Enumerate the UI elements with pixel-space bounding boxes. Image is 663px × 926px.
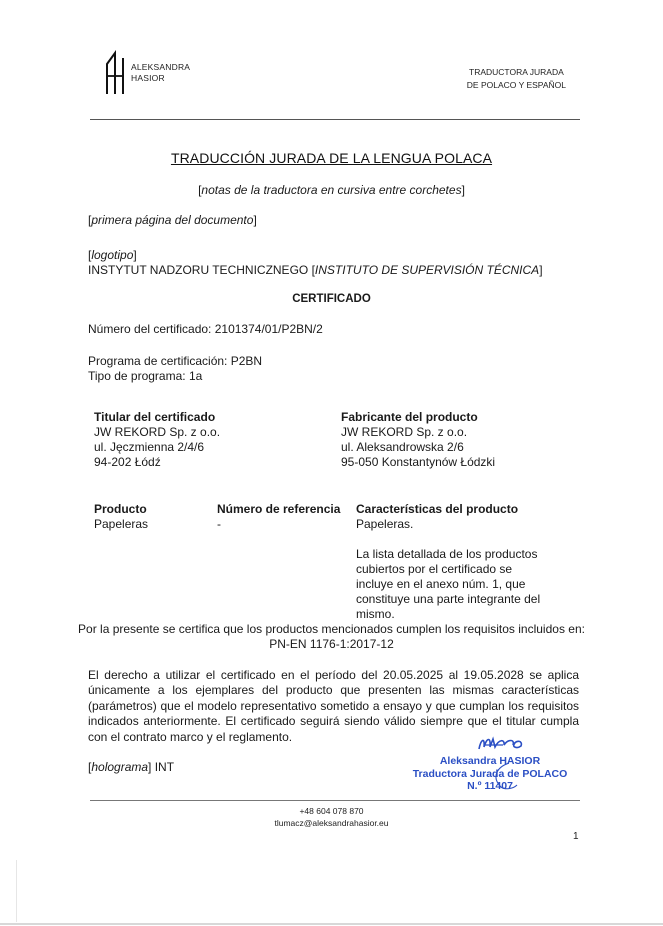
institute-translation: INSTITUTO DE SUPERVISIÓN TÉCNICA <box>314 263 540 277</box>
characteristics-heading: Características del producto <box>356 502 519 516</box>
translator-notes-legend <box>0 183 663 197</box>
document-title: TRADUCCIÓN JURADA DE LA LENGUA POLACA <box>170 150 493 166</box>
product-manufacturer <box>341 410 495 470</box>
translator-credentials-line2: DE POLACO Y ESPAÑOL <box>466 80 566 90</box>
product-characteristics-column <box>356 502 546 622</box>
holder-line: ul. Jęczmienna 2/4/6 <box>94 440 205 454</box>
logotype-note: [logotipo] <box>88 248 137 262</box>
reference-number-heading: Número de referencia <box>217 502 341 516</box>
characteristics-description: La lista detallada de los productos cubiertos por el certificado se incluye en el anexo núm. 1, que constituye una parte integrante del mismo. <box>356 547 541 621</box>
first-page-note: [primera página del documento] <box>88 213 257 227</box>
logo-name-last: HASIOR <box>131 73 165 83</box>
product-column <box>94 502 148 532</box>
footer-contact <box>0 805 663 829</box>
holder-heading: Titular del certificado <box>94 410 216 424</box>
manufacturer-heading: Fabricante del producto <box>341 410 478 424</box>
manufacturer-line: ul. Aleksandrowska 2/6 <box>341 440 464 454</box>
logo-wordmark <box>131 62 190 84</box>
footer-email: tlumacz@aleksandrahasior.eu <box>274 818 389 828</box>
header-divider <box>90 119 580 120</box>
certification-program: Programa de certificación: P2BN <box>88 354 263 368</box>
compliance-standard: PN-EN 1176-1:2017-12 <box>269 637 394 651</box>
institute-name: INSTYTUT NADZORU TECHNICZNEGO <box>88 263 312 277</box>
first-page-note-text: primera página del documento <box>91 213 254 227</box>
page-edge-shadow <box>0 923 663 925</box>
product-heading: Producto <box>94 502 147 516</box>
hologram-suffix: INT <box>151 760 175 774</box>
stamp-translator-title: Traductora Jurada de POLACO <box>412 767 568 780</box>
certificate-number: Número del certificado: 2101374/01/P2BN/2 <box>88 322 323 336</box>
page-number: 1 <box>573 831 579 842</box>
page-edge-shadow <box>16 860 17 922</box>
translator-credentials-line1: TRADUCTORA JURADA <box>469 67 564 77</box>
bracket-close: ] <box>461 183 465 197</box>
footer-phone: +48 604 078 870 <box>299 806 364 816</box>
stamp-text <box>405 755 575 793</box>
manufacturer-line: 95-050 Konstantynów Łódzki <box>341 455 496 469</box>
translator-credentials <box>467 66 566 92</box>
characteristics-value: Papeleras. <box>356 517 414 531</box>
certificate-heading: CERTIFICADO <box>292 293 371 305</box>
reference-number-column <box>217 502 340 532</box>
translator-stamp <box>405 733 575 795</box>
stamp-registration-number: N.º 11407 <box>467 780 513 792</box>
hologram-note: [holograma] INT <box>88 760 175 774</box>
ah-monogram-icon <box>104 50 126 96</box>
logotype-note-text: logotipo <box>91 248 134 262</box>
usage-rights-paragraph: El derecho a utilizar el certificado en el período del 20.05.2025 al 19.05.2028 se aplica únicamente a los ejemplares del producto que presenten las mismas características (parámetros) que el modelo representativo sometido a ensayo y que cumplan los requisitos indicados anteriormente. El certificado seguirá siendo válido siempre que el titular cumpla con el contrato marco y el reglamento. <box>88 668 579 744</box>
stamp-translator-name: Aleksandra HASIOR <box>439 755 541 767</box>
logo-name-first: ALEKSANDRA <box>131 62 191 72</box>
issuing-institute: INSTYTUT NADZORU TECHNICZNEGO [INSTITUTO DE SUPERVISIÓN TÉCNICA] <box>88 263 543 277</box>
reference-number-value: - <box>217 517 221 531</box>
manufacturer-line: JW REKORD Sp. z o.o. <box>341 425 468 439</box>
compliance-statement <box>0 622 663 652</box>
certificate-holder <box>94 410 220 470</box>
hologram-note-text: holograma <box>91 760 149 774</box>
translator-notes-text: notas de la traductora en cursiva entre corchetes <box>201 183 462 197</box>
product-value: Papeleras <box>94 517 149 531</box>
bracket-open: [ <box>198 183 202 197</box>
program-type: Tipo de programa: 1a <box>88 369 203 383</box>
compliance-statement-text: Por la presente se certifica que los productos mencionados cumplen los requisitos incluidos en: <box>78 622 585 636</box>
holder-line: 94-202 Łódź <box>94 455 161 469</box>
holder-line: JW REKORD Sp. z o.o. <box>94 425 221 439</box>
footer-divider <box>90 800 580 801</box>
